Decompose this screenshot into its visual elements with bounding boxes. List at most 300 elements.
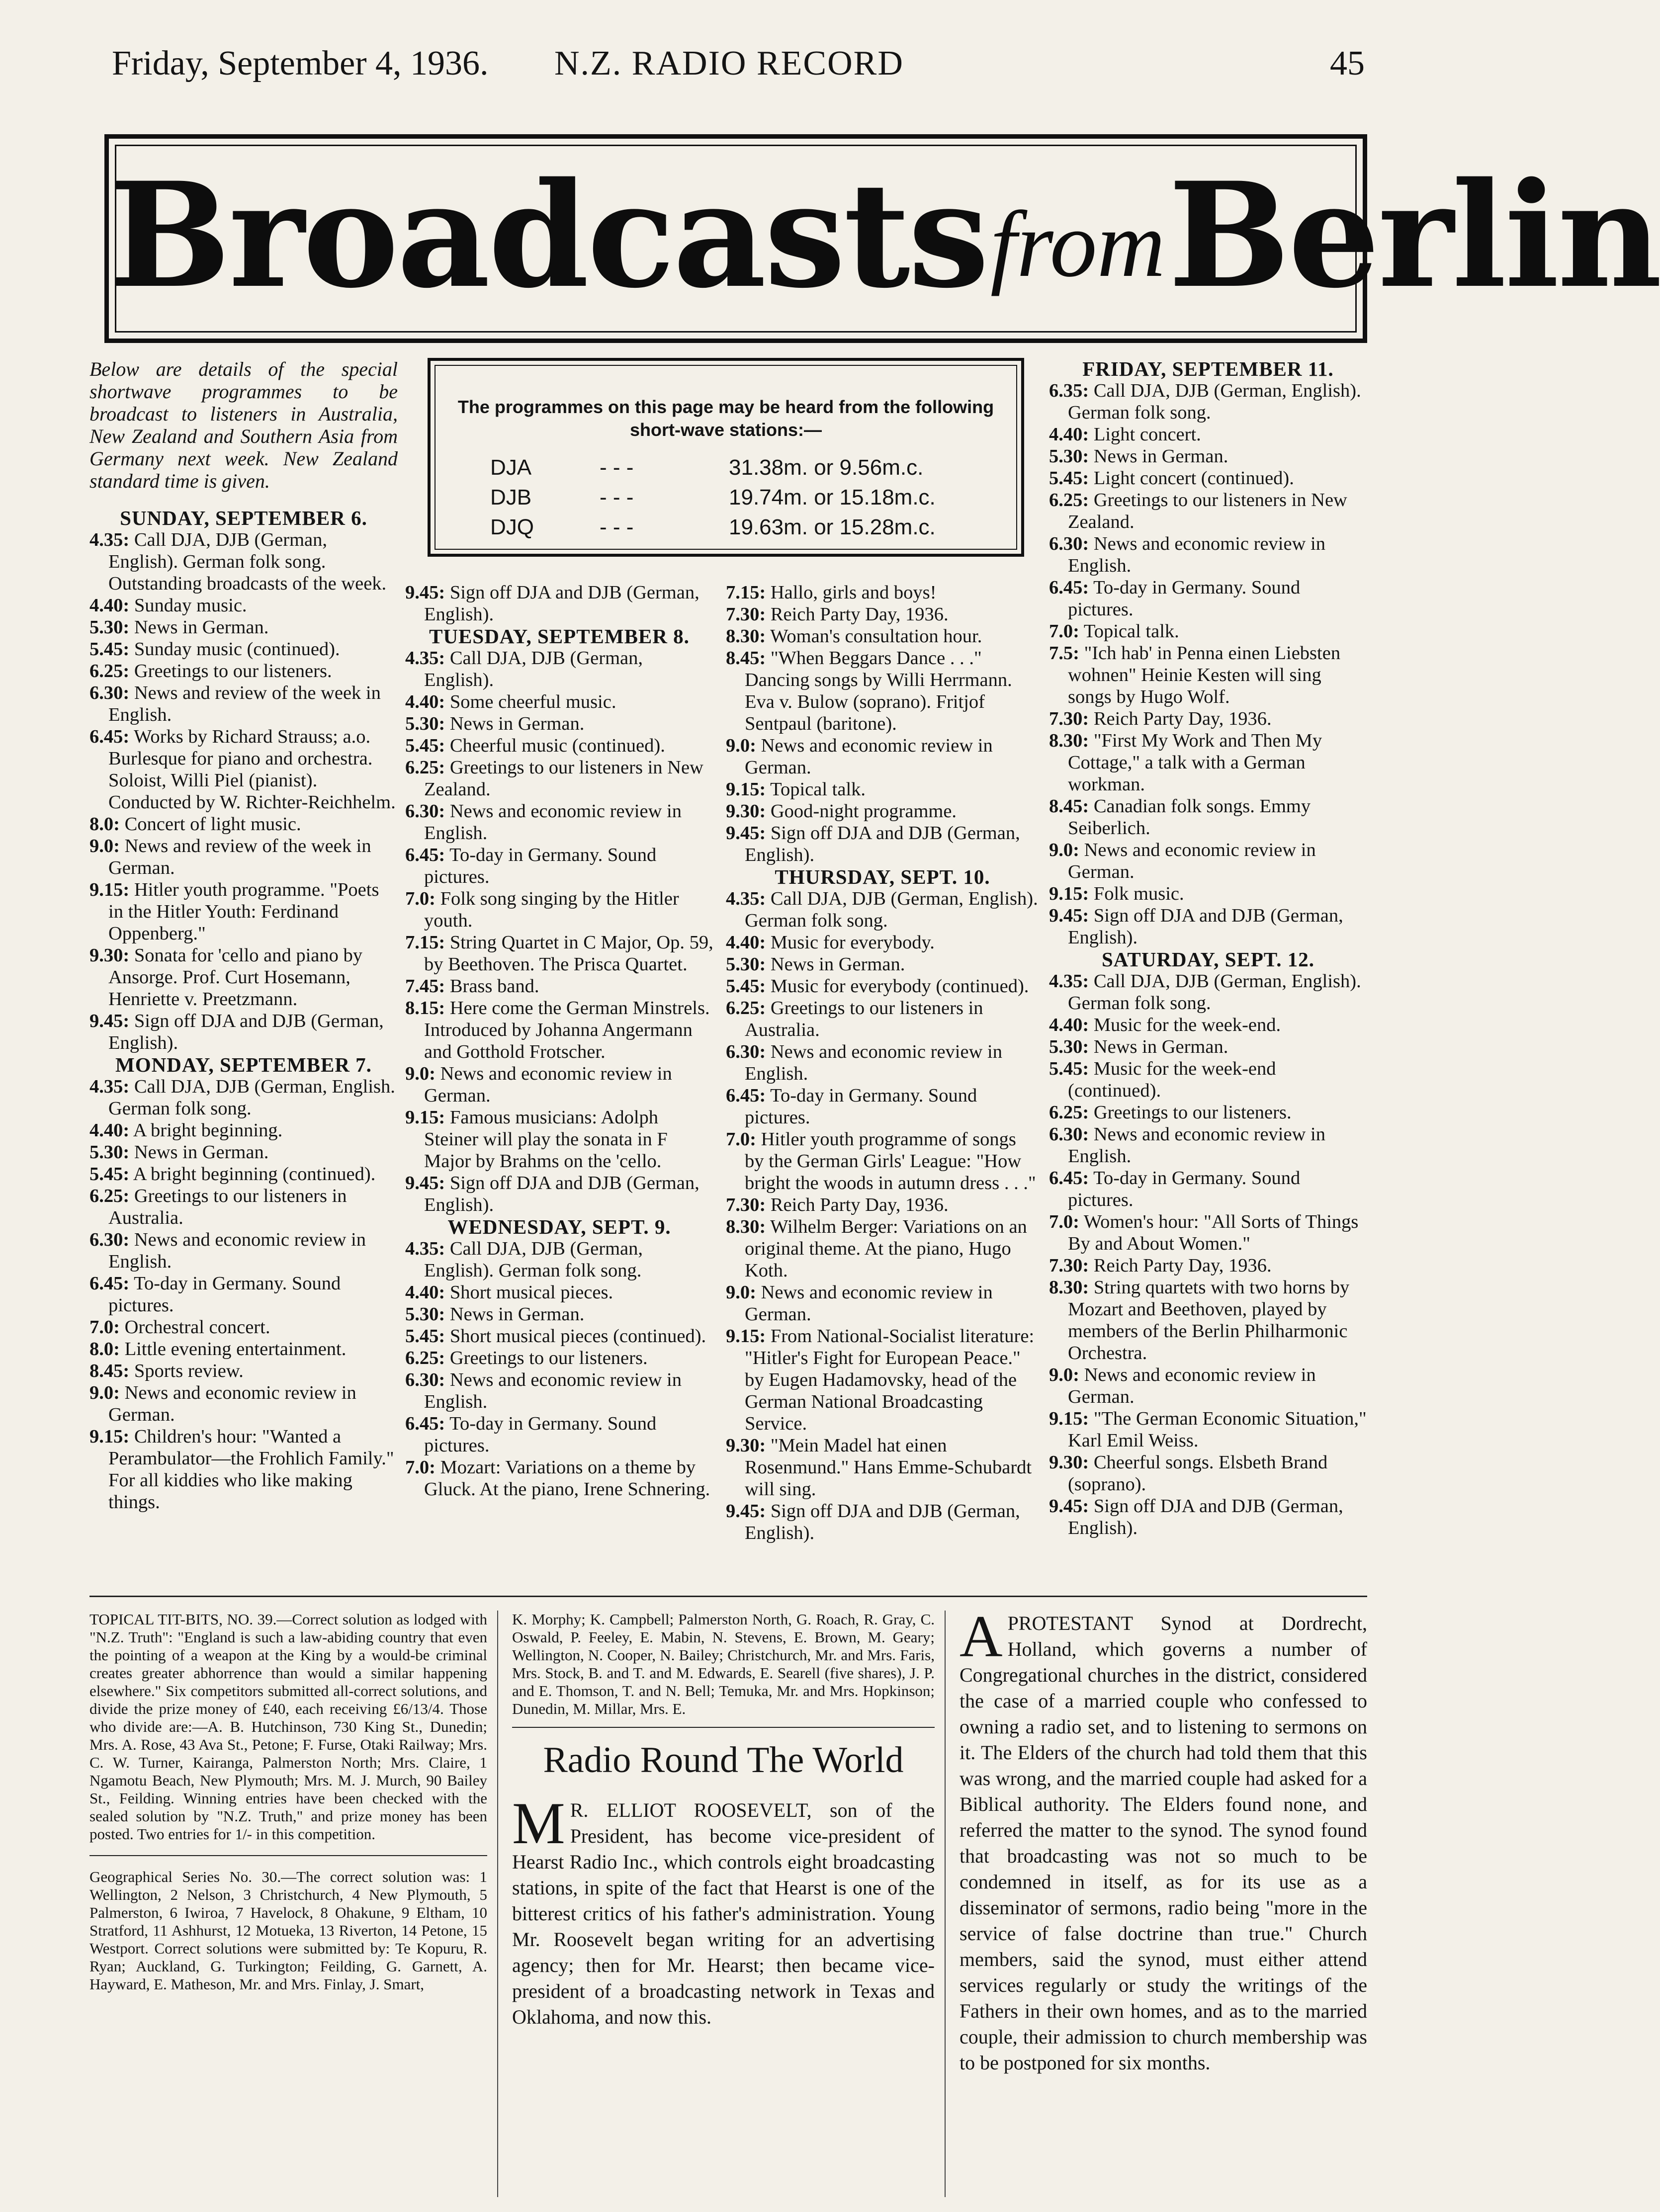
programme-description: Folk music. (1093, 883, 1184, 904)
programme-description: Reich Party Day, 1936. (770, 1194, 949, 1215)
programme-time: 6.30: (726, 1041, 766, 1062)
programme-entry (405, 1172, 713, 1216)
programme-entry (1049, 533, 1367, 577)
synod-story (960, 1603, 1367, 2076)
programme-description: Cheerful songs. Elsbeth Brand (soprano). (1068, 1452, 1328, 1495)
programme-entry (1049, 642, 1367, 708)
programme-time: 8.45: (89, 1361, 130, 1381)
programme-time: 6.45: (405, 1413, 445, 1434)
programme-description: News in German. (134, 1142, 269, 1163)
schedule-list (1049, 358, 1367, 1539)
programme-description: News and economic review in English. (745, 1041, 1002, 1084)
programme-entry (726, 1325, 1039, 1435)
masthead-title (109, 151, 1660, 327)
programme-time: 7.5: (1049, 643, 1079, 664)
programme-entry (405, 1238, 713, 1281)
programme-time: 9.0: (1049, 840, 1079, 860)
programme-entry (89, 529, 398, 595)
programme-time: 9.15: (726, 1326, 766, 1347)
programme-time: 7.30: (1049, 1255, 1089, 1276)
programme-description: Call DJA, DJB (German, English. German folk song. (108, 1076, 395, 1119)
column-3 (726, 582, 1039, 1544)
programme-description: News and economic review in German. (1068, 1364, 1316, 1407)
column-4 (1049, 358, 1367, 1539)
programme-description: Hitler youth programme of songs by the German Girls' League: "How bright the woods in autumn dress . . ." (745, 1129, 1036, 1193)
programme-description: Brass band. (449, 976, 539, 997)
programme-time: 5.45: (1049, 468, 1089, 489)
programme-time: 5.45: (89, 639, 130, 660)
programme-description: Reich Party Day, 1936. (1093, 1255, 1272, 1276)
programme-description: Short musical pieces. (449, 1282, 613, 1303)
programme-description: Sign off DJA and DJB (German, English). (424, 1173, 699, 1215)
programme-time: 6.25: (89, 661, 130, 681)
programme-time: 9.15: (726, 779, 766, 800)
programme-time: 9.15: (89, 1426, 130, 1447)
programme-entry (89, 835, 398, 879)
station-frequency: 19.63m. or 15.28m.c. (729, 515, 936, 539)
programme-description: Call DJA, DJB (German, English). German folk song. (424, 1238, 643, 1281)
programme-entry (89, 879, 398, 944)
programme-entry (89, 1076, 398, 1119)
programme-entry (405, 997, 713, 1063)
geographical-series-continued: K. Morphy; K. Campbell; Palmerston North, G. Roach, R. Gray, C. Oswald, P. Feeley, E. Mabin, N. Stevens, E. Brown, M. Geary; Wellington, N. Cooper, N. Bailey; Christchurch, Mr. and Mrs. Faris, Mrs. Stock, B. and T. and M. Edwards, E. Searell (five shares), J. P. and E. Thomson, T. and N. Bell; Temuka, Mr. and Mrs. Hopkinson; Dunedin, M. Millar, Mrs. E. (512, 1611, 935, 1717)
programme-entry (1049, 1495, 1367, 1539)
programme-entry (405, 844, 713, 888)
programme-entry (726, 1194, 1039, 1216)
programme-time: 6.45: (1049, 577, 1089, 598)
day-heading: SATURDAY, SEPT. 12. (1102, 948, 1314, 971)
programme-time: 5.30: (405, 713, 445, 734)
programme-time: 9.30: (1049, 1452, 1089, 1473)
programme-description: Here come the German Minstrels. Introduced by Johanna Angermann and Gotthold Frotscher. (424, 998, 710, 1062)
topical-titbits: TOPICAL TIT-BITS, NO. 39.—Correct solution as lodged with "N.Z. Truth": "England is such a law-abiding country that even the pointing of a weapon at the King by a would-be criminal creates greater abhorrence than would a similar happening elsewhere." Six competitors submitted all-correct solutions, and divide the prize money of £40, each receiving £6/13/4. Those who divide are:—A. B. Hutchinson, 730 King St., Dunedin; Mrs. A. Rose, 43 Ava St., Petone; F. Furse, Otaki Railway; Mrs. C. W. Turner, Kairanga, Palmerston North; Mrs. Claire, 1 Ngamotu Beach, New Plymouth; Mrs. M. J. Murch, 90 Bailey St., Feilding. Winning entries have been checked with the sealed solution by "N.Z. Truth," and prize money has been posted. Two entries for 1/- in this competition. (89, 1611, 487, 1843)
programme-description: "The German Economic Situation," Karl Emil Weiss. (1068, 1408, 1367, 1451)
inner-divider (89, 1855, 487, 1856)
column-rule (945, 1611, 946, 2197)
programme-description: Sunday music. (134, 595, 247, 616)
programme-description: News and economic review in English. (108, 1229, 366, 1272)
programme-time: 6.25: (1049, 1102, 1089, 1123)
programme-description: Sign off DJA and DJB (German, English). (1068, 1496, 1343, 1538)
programme-time: 9.45: (1049, 905, 1089, 926)
programme-description: String Quartet in C Major, Op. 59, by Beethoven. The Prisca Quartet. (424, 932, 713, 975)
programme-description: From National-Socialist literature: "Hitler's Fight for European Peace." by Eugen Hadamovsky, head of the German National Broadcasting Service. (745, 1326, 1035, 1434)
programme-entry (1049, 380, 1367, 424)
programme-time: 7.0: (405, 1457, 436, 1478)
frequency-note: The programmes on this page may be heard from the following short-wave stations:— (457, 397, 994, 440)
programme-description: "Ich hab' in Penna einen Liebsten wohnen" Heinie Kesten will sing songs by Hugo Wolf. (1068, 643, 1341, 707)
programme-entry (1049, 1058, 1367, 1102)
programme-entry (405, 582, 713, 625)
programme-entry (89, 813, 398, 835)
programme-description: News and economic review in English. (1068, 533, 1325, 576)
radio-round-the-world-title: Radio Round The World (543, 1740, 904, 1781)
programme-time: 9.45: (726, 823, 766, 844)
programme-time: 6.25: (726, 998, 766, 1019)
programme-description: Light concert (continued). (1093, 468, 1294, 489)
programme-entry (1049, 577, 1367, 620)
programme-entry (726, 888, 1039, 932)
programme-description: Topical talk. (1083, 621, 1179, 642)
geographical-series: Geographical Series No. 30.—The correct solution was: 1 Wellington, 2 Nelson, 3 Christchurch, 4 New Plymouth, 5 Palmerston, 6 Iwiroa, 7 Havelock, 8 Ohakune, 9 Eltham, 10 Stratford, 11 Ashhurst, 12 Motueka, 13 Riverton, 14 Petone, 15 Westport. Correct solutions were submitted by: Te Kopuru, R. Ryan; Auckland, G. Turkington; Feilding, G. Garnett, A. Hayward, E. Matheson, Mr. and Mrs. Finlay, J. Smart, (89, 1868, 487, 1993)
programme-time: 4.35: (726, 888, 766, 909)
programme-time: 8.30: (1049, 730, 1089, 751)
programme-entry (405, 975, 713, 997)
programme-entry (405, 713, 713, 735)
programme-description: Wilhelm Berger: Variations on an original theme. At the piano, Hugo Koth. (745, 1216, 1027, 1281)
station-call: DJA (490, 455, 532, 480)
programme-entry (726, 932, 1039, 953)
programme-entry (1049, 489, 1367, 533)
frequency-box (428, 358, 1024, 557)
intro-text: Below are details of the special shortwave programmes to be broadcast to listeners in Australia, New Zealand and Southern Asia from Germany next week. New Zealand standard time is given. (89, 358, 398, 492)
programme-entry (726, 647, 1039, 735)
programme-entry (1049, 970, 1367, 1014)
programme-time: 8.45: (1049, 796, 1089, 817)
programme-description: Sunday music (continued). (134, 639, 340, 660)
programme-time: 6.45: (89, 726, 130, 747)
programme-description: Works by Richard Strauss; a.o. Burlesque for piano and orchestra. Soloist, Willi Piel (pianist). Conducted by W. Richter-Reichhelm. (108, 726, 396, 813)
programme-entry (1049, 1036, 1367, 1058)
programme-entry (89, 726, 398, 813)
programme-description: News and review of the week in English. (108, 682, 381, 725)
programme-entry (405, 800, 713, 844)
programme-entry (405, 691, 713, 713)
programme-time: 9.0: (89, 836, 120, 856)
programme-entry (1049, 1167, 1367, 1211)
programme-description: News and review of the week in German. (108, 836, 371, 878)
programme-entry (1049, 424, 1367, 445)
programme-time: 7.0: (726, 1129, 756, 1150)
programme-description: String quartets with two horns by Mozart and Beethoven, played by members of the Berlin Philharmonic Orchestra. (1068, 1277, 1350, 1363)
day-heading: MONDAY, SEPTEMBER 7. (115, 1053, 372, 1076)
programme-time: 6.25: (405, 757, 445, 778)
programme-description: Sign off DJA and DJB (German, English). (745, 823, 1020, 865)
programme-description: Topical talk. (770, 779, 866, 800)
programme-entry (1049, 1255, 1367, 1276)
roosevelt-story (512, 1790, 935, 2030)
programme-entry (89, 1338, 398, 1360)
programme-entry (405, 1413, 713, 1456)
programme-entry (89, 638, 398, 660)
programme-time: 9.30: (89, 945, 130, 966)
programme-entry (726, 1216, 1039, 1281)
programme-time: 9.0: (726, 1282, 756, 1303)
schedule-list (89, 507, 398, 1513)
programme-time: 4.40: (1049, 424, 1089, 445)
drop-cap: A (960, 1603, 1003, 1669)
day-heading: SUNDAY, SEPTEMBER 6. (120, 507, 367, 529)
programme-time: 6.45: (726, 1085, 766, 1106)
programme-description: News and economic review in German. (424, 1063, 672, 1106)
programme-time: 4.40: (89, 595, 130, 616)
frequency-row (490, 455, 987, 485)
masthead-word-broadcasts: Broadcasts (109, 151, 987, 320)
programme-entry (405, 647, 713, 691)
programme-entry (1049, 708, 1367, 730)
programme-time: 6.30: (405, 801, 445, 822)
programme-entry (89, 1382, 398, 1426)
programme-entry (726, 822, 1039, 866)
programme-description: Folk song singing by the Hitler youth. (424, 888, 679, 931)
programme-entry (89, 1426, 398, 1513)
programme-description: Good-night programme. (770, 801, 957, 822)
programme-description: Sonata for 'cello and piano by Ansorge. Prof. Curt Hosemann, Henriette v. Preetzmann. (108, 945, 363, 1010)
column-1 (89, 358, 398, 1513)
story-body: PROTESTANT Synod at Dordrecht, Holland, which governs a number of Congregational churches in the district, considered the case of a married couple who confessed to owning a radio set, and to listening to sermons on it. The Elders of the church had told them that this was wrong, and the married couple had asked for a Biblical authority. The Elders found none, and referred the matter to the synod. The synod found that broadcasting was not so much to be condemned in itself, as for its use as a disseminator of sermons, radio being "more in the service of false doctrine than true." Church members, said the synod, must either attend services regularly or study the writings of the Fathers in their own homes, and as to the married couple, their admission to church membership was to be postponed for six months. (960, 1612, 1367, 2074)
programme-time: 6.30: (405, 1369, 445, 1390)
programme-time: 9.45: (405, 582, 445, 603)
programme-description: A bright beginning. (133, 1120, 283, 1141)
programme-time: 7.30: (726, 604, 766, 625)
programme-description: Music for everybody. (770, 932, 935, 953)
programme-entry (1049, 1211, 1367, 1255)
programme-time: 6.30: (89, 682, 130, 703)
drop-cap: M (512, 1790, 565, 1856)
programme-description: Some cheerful music. (449, 691, 616, 712)
programme-time: 7.30: (726, 1194, 766, 1215)
programme-description: News in German. (449, 1304, 585, 1325)
station-call: DJB (490, 485, 532, 510)
programme-entry (405, 1281, 713, 1303)
page-number: 45 (1330, 44, 1365, 83)
programme-time: 4.35: (405, 648, 445, 669)
programme-description: Greetings to our listeners in Australia. (745, 998, 983, 1040)
programme-time: 4.35: (89, 529, 130, 550)
programme-entry (726, 1085, 1039, 1128)
programme-entry (405, 888, 713, 932)
programme-time: 8.0: (89, 814, 120, 835)
programme-time: 4.40: (89, 1120, 130, 1141)
programme-time: 9.30: (726, 1435, 766, 1456)
programme-time: 5.30: (89, 1142, 130, 1163)
programme-description: Hallo, girls and boys! (770, 582, 937, 603)
programme-entry (726, 1041, 1039, 1085)
programme-description: To-day in Germany. Sound pictures. (424, 845, 657, 887)
programme-entry (89, 1010, 398, 1054)
programme-time: 6.35: (1049, 380, 1089, 401)
programme-time: 8.30: (726, 1216, 766, 1237)
programme-time: 6.30: (1049, 533, 1089, 554)
station-call: DJQ (490, 515, 534, 539)
programme-time: 9.0: (405, 1063, 436, 1084)
programme-entry (405, 1106, 713, 1172)
programme-entry (1049, 1408, 1367, 1451)
programme-time: 9.15: (89, 879, 130, 900)
programme-time: 6.45: (1049, 1168, 1089, 1189)
programme-description: Call DJA, DJB (German, English). German folk song. (745, 888, 1038, 931)
programme-description: Music for the week-end. (1093, 1015, 1281, 1035)
schedule-list (726, 582, 1039, 1544)
programme-time: 6.45: (89, 1273, 130, 1294)
programme-time: 4.40: (1049, 1015, 1089, 1035)
programme-time: 4.40: (405, 1282, 445, 1303)
programme-description: Cheerful music (continued). (449, 735, 665, 756)
programme-description: Woman's consultation hour. (770, 626, 982, 647)
programme-time: 9.45: (726, 1501, 766, 1522)
programme-entry (405, 735, 713, 757)
programme-time: 5.30: (1049, 446, 1089, 467)
day-heading: WEDNESDAY, SEPT. 9. (447, 1215, 671, 1238)
station-frequency: 19.74m. or 15.18m.c. (729, 485, 936, 510)
publication-name: N.Z. RADIO RECORD (554, 44, 904, 83)
programme-description: To-day in Germany. Sound pictures. (745, 1085, 977, 1128)
inner-divider (512, 1727, 935, 1728)
programme-entry (726, 953, 1039, 975)
programme-entry (1049, 883, 1367, 905)
programme-description: Greetings to our listeners. (449, 1348, 648, 1368)
programme-description: Sign off DJA and DJB (German, English). (424, 582, 699, 625)
programme-entry (89, 1141, 398, 1163)
programme-time: 7.45: (405, 976, 445, 997)
programme-entry (726, 997, 1039, 1041)
programme-time: 9.45: (89, 1011, 130, 1031)
programme-entry (89, 660, 398, 682)
programme-entry (89, 682, 398, 726)
programme-entry (89, 1163, 398, 1185)
programme-entry (1049, 730, 1367, 795)
programme-description: Sports review. (134, 1361, 244, 1381)
programme-description: Music for the week-end (continued). (1068, 1058, 1276, 1101)
programme-description: "First My Work and Then My Cottage," a talk with a German workman. (1068, 730, 1322, 795)
day-heading: TUESDAY, SEPTEMBER 8. (429, 625, 690, 648)
programme-description: Orchestral concert. (124, 1317, 270, 1338)
programme-entry (726, 735, 1039, 778)
programme-description: Concert of light music. (124, 814, 301, 835)
programme-description: Call DJA, DJB (German, English). (424, 648, 643, 690)
programme-description: To-day in Germany. Sound pictures. (1068, 577, 1301, 620)
running-header (112, 44, 1365, 103)
programme-description: Sign off DJA and DJB (German, English). (745, 1501, 1020, 1543)
programme-description: News in German. (134, 617, 269, 638)
day-heading: FRIDAY, SEPTEMBER 11. (1082, 357, 1334, 380)
frequency-row (490, 485, 987, 515)
programme-entry (405, 1303, 713, 1325)
programme-time: 6.25: (405, 1348, 445, 1368)
programme-entry (89, 1360, 398, 1382)
issue-date: Friday, September 4, 1936. (112, 44, 489, 83)
programme-description: News and economic review in German. (1068, 840, 1316, 882)
programme-entry (726, 625, 1039, 647)
programme-entry (405, 757, 713, 800)
programme-description: To-day in Germany. Sound pictures. (424, 1413, 657, 1456)
middle-column (512, 1611, 935, 2030)
programme-description: News and economic review in German. (108, 1382, 356, 1425)
programme-description: News and economic review in English. (424, 1369, 682, 1412)
programme-description: News and economic review in English. (424, 801, 682, 844)
programme-time: 9.0: (89, 1382, 120, 1403)
programme-description: Mozart: Variations on a theme by Gluck. At the piano, Irene Schnering. (424, 1457, 710, 1500)
programme-description: Canadian folk songs. Emmy Seiberlich. (1068, 796, 1311, 839)
programme-entry (726, 603, 1039, 625)
competition-column (89, 1611, 487, 1993)
programme-time: 9.30: (726, 801, 766, 822)
programme-entry (1049, 795, 1367, 839)
station-dots: - - - (600, 455, 634, 480)
programme-description: Call DJA, DJB (German, English). German folk song. Outstanding broadcasts of the week. (108, 529, 387, 594)
programme-description: Greetings to our listeners in New Zealand. (424, 757, 703, 800)
section-divider (89, 1596, 1367, 1597)
programme-entry (1049, 905, 1367, 948)
story-body: R. ELLIOT ROOSEVELT, son of the President, has become vice-president of Hearst Radio Inc., which controls eight broadcasting stations, in spite of the fact that Hearst is one of the bitterest critics of his father's administration. Young Mr. Roosevelt began writing for an advertising agency; then for Mr. Hearst; then became vice-president of a broadcasting network in Texas and Oklahoma, and now this. (512, 1799, 935, 2028)
programme-time: 7.15: (405, 932, 445, 953)
programme-time: 9.45: (1049, 1496, 1089, 1517)
programme-description: Greetings to our listeners. (1093, 1102, 1292, 1123)
programme-entry (1049, 620, 1367, 642)
programme-entry (1049, 1364, 1367, 1408)
station-dots: - - - (600, 515, 634, 539)
programme-description: Reich Party Day, 1936. (1093, 708, 1272, 729)
programme-time: 4.40: (405, 691, 445, 712)
programme-time: 5.45: (726, 976, 766, 997)
programme-entry (89, 1185, 398, 1229)
programme-entry (726, 1435, 1039, 1500)
programme-entry (89, 1119, 398, 1141)
programme-description: "Mein Madel hat einen Rosenmund." Hans Emme-Schubardt will sing. (745, 1435, 1032, 1500)
programme-entry (1049, 1276, 1367, 1364)
programme-time: 6.25: (89, 1186, 130, 1206)
programme-entry (89, 1229, 398, 1273)
programme-entry (1049, 1123, 1367, 1167)
masthead-banner (104, 134, 1660, 343)
masthead-word-from: from (990, 192, 1165, 297)
programme-entry (89, 595, 398, 616)
programme-description: Greetings to our listeners in New Zealand. (1068, 490, 1347, 532)
programme-entry (1049, 467, 1367, 489)
programme-description: Greetings to our listeners in Australia. (108, 1186, 347, 1228)
programme-description: Reich Party Day, 1936. (770, 604, 949, 625)
programme-time: 5.45: (405, 1326, 445, 1347)
programme-description: To-day in Germany. Sound pictures. (1068, 1168, 1301, 1210)
programme-entry (726, 1281, 1039, 1325)
programme-time: 7.30: (1049, 708, 1089, 729)
programme-entry (1049, 1451, 1367, 1495)
programme-time: 8.0: (89, 1339, 120, 1360)
programme-time: 9.15: (1049, 1408, 1089, 1429)
schedule-list (405, 582, 713, 1500)
frequency-row (490, 515, 987, 545)
station-frequency: 31.38m. or 9.56m.c. (729, 455, 924, 480)
programme-time: 5.30: (405, 1304, 445, 1325)
programme-time: 7.15: (726, 582, 766, 603)
programme-description: Greetings to our listeners. (134, 661, 332, 681)
programme-description: News in German. (770, 954, 905, 975)
programme-entry (405, 1347, 713, 1369)
programme-time: 5.30: (1049, 1036, 1089, 1057)
programme-description: Music for everybody (continued). (770, 976, 1029, 997)
programme-description: Women's hour: "All Sorts of Things By and About Women." (1068, 1211, 1359, 1254)
programme-time: 6.30: (89, 1229, 130, 1250)
programme-description: News and economic review in German. (745, 1282, 993, 1325)
programme-entry (1049, 1014, 1367, 1036)
programme-time: 4.35: (89, 1076, 130, 1097)
programme-time: 4.40: (726, 932, 766, 953)
programme-description: Sign off DJA and DJB (German, English). (108, 1011, 384, 1053)
programme-time: 4.35: (405, 1238, 445, 1259)
programme-description: Call DJA, DJB (German, English). German folk song. (1068, 380, 1361, 423)
programme-entry (89, 944, 398, 1010)
programme-time: 5.45: (1049, 1058, 1089, 1079)
programme-time: 8.45: (726, 648, 766, 669)
programme-entry (405, 1063, 713, 1106)
programme-description: Sign off DJA and DJB (German, English). (1068, 905, 1343, 948)
programme-time: 8.15: (405, 998, 445, 1019)
programme-entry (405, 1456, 713, 1500)
programme-description: News and economic review in German. (745, 735, 993, 778)
programme-description: Short musical pieces (continued). (449, 1326, 706, 1347)
programme-time: 8.30: (726, 626, 766, 647)
programme-time: 6.25: (1049, 490, 1089, 510)
